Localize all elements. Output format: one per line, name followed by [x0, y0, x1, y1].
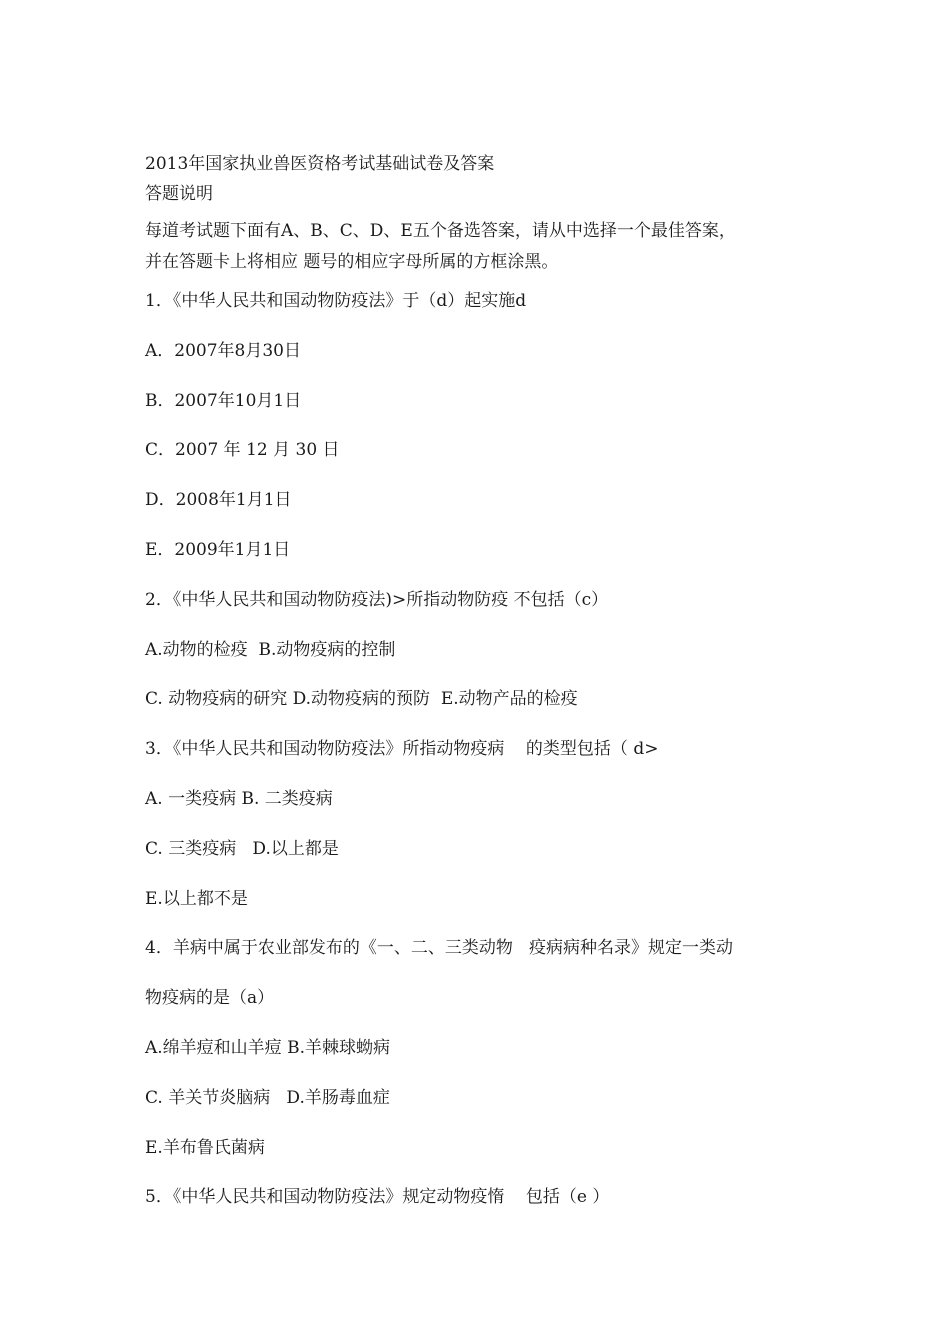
- question-4-options-cd: C. 羊关节炎脑病 D.羊肠毒血症: [145, 1087, 390, 1108]
- question-2-options-cde: C. 动物疫病的研究 D.动物疫病的预防 E.动物产品的检疫: [145, 689, 578, 710]
- question-4-continued: 物疫病的是（a）: [145, 988, 275, 1009]
- question-4-option-e: E.羊布鲁氏菌病: [145, 1137, 265, 1158]
- question-1: 1．《中华人民共和国动物防疫法》于（d）起实施d: [145, 291, 527, 311]
- question-3-options-cd: C. 三类疫病 D.以上都是: [145, 838, 339, 859]
- instructions-line: 每道考试题下面有A、B、C、D、E五个备选答案，请从中选择一个最佳答案，: [145, 221, 736, 241]
- question-2: 2．《中华人民共和国动物防疫法)>所指动物防疫 不包括（c）: [145, 589, 609, 610]
- question-4: 4．羊病中属于农业部发布的《一、二、三类动物 疫病病种名录》规定一类动: [145, 938, 734, 959]
- question-5: 5．《中华人民共和国动物防疫法》规定动物疫惰 包括（e ）: [145, 1187, 610, 1208]
- question-1-option-b: B．2007年10月1日: [145, 390, 302, 411]
- question-3-option-e: E.以上都不是: [145, 888, 248, 909]
- question-1-option-d: D．2008年1月1日: [145, 490, 292, 511]
- question-2-options-ab: A.动物的检疫 B.动物疫病的控制: [145, 639, 396, 660]
- question-3: 3．《中华人民共和国动物防疫法》所指动物疫病 的类型包括（ d>: [145, 739, 659, 760]
- instructions-heading: 答题说明: [145, 184, 213, 204]
- question-1-option-e: E．2009年1月1日: [145, 539, 291, 560]
- question-1-option-a: A．2007年8月30日: [145, 340, 301, 361]
- question-1-option-c: C．2007 年 12 月 30 日: [145, 440, 340, 461]
- spacer: [145, 274, 845, 289]
- instructions-line: 并在答题卡上将相应 题号的相应字母所属的方框涂黑。: [145, 252, 559, 272]
- question-3-options-ab: A. 一类疫病 B. 二类疫病: [145, 788, 333, 809]
- document-title: 2013年国家执业兽医资格考试基础试卷及答案: [145, 154, 495, 174]
- question-4-options-ab: A.绵羊痘和山羊痘 B.羊棘球蚴病: [145, 1037, 390, 1058]
- document-body: [145, 152, 845, 1235]
